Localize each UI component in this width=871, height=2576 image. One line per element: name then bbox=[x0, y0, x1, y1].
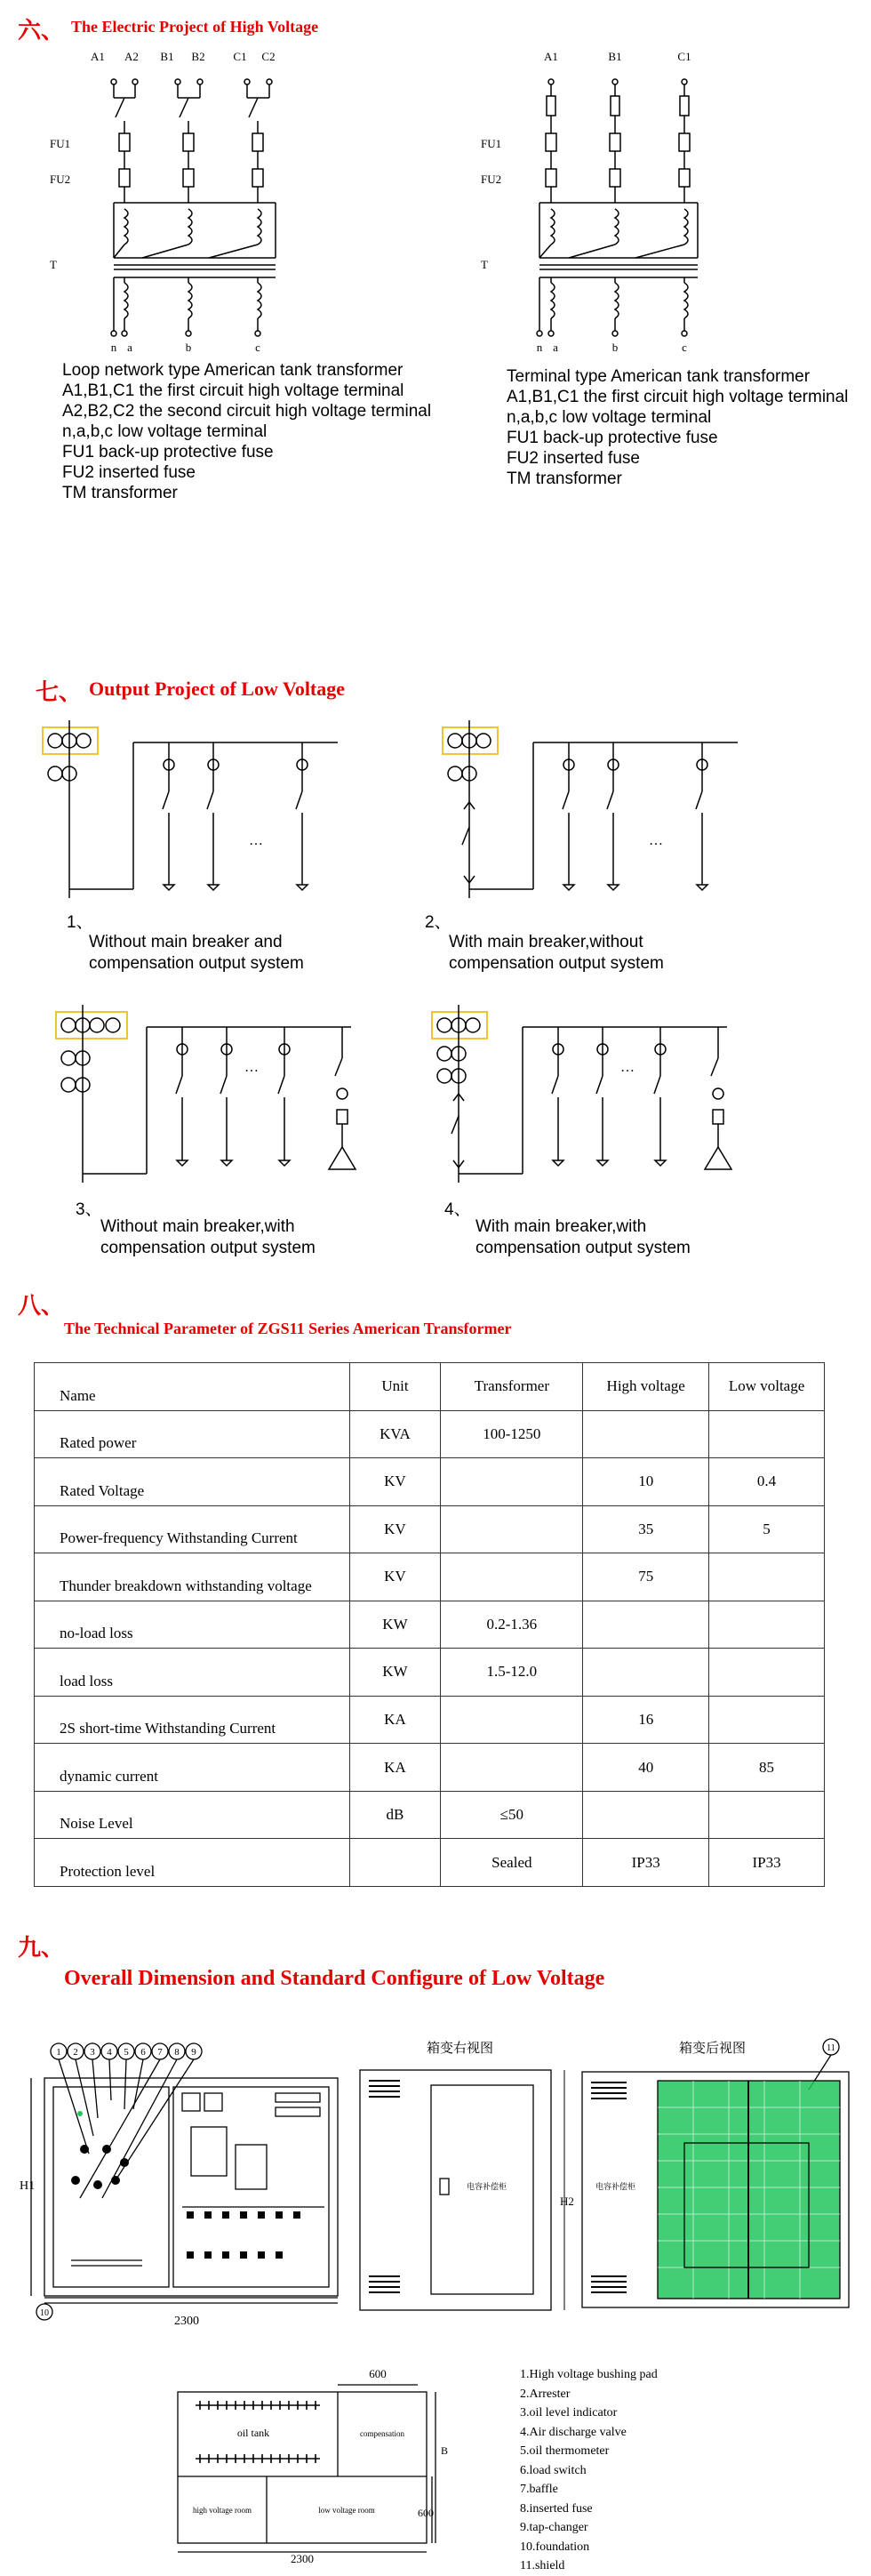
diagram-number: 4、 bbox=[444, 1200, 471, 1219]
svg-text:T: T bbox=[481, 258, 488, 271]
svg-text:电容补偿柜: 电容补偿柜 bbox=[467, 2183, 507, 2192]
svg-text:H2: H2 bbox=[560, 2195, 574, 2208]
svg-text:8: 8 bbox=[174, 2047, 180, 2058]
section6-number: 六、 bbox=[18, 18, 65, 44]
phase-b bbox=[175, 79, 203, 203]
table-row: dynamic current KA 40 85 bbox=[35, 1744, 825, 1792]
svg-text:6: 6 bbox=[140, 2047, 146, 2058]
table-row: 2S short-time Withstanding Current KA 16 bbox=[35, 1696, 825, 1744]
svg-text:high voltage room: high voltage room bbox=[193, 2506, 252, 2515]
svg-text:…: … bbox=[620, 1060, 635, 1075]
table-row: Rated power KVA 100-1250 bbox=[35, 1410, 825, 1458]
svg-text:2: 2 bbox=[73, 2047, 78, 2058]
diagram-4-caption: With main breaker,with compensation output system bbox=[475, 1217, 691, 1257]
svg-text:a: a bbox=[127, 341, 132, 354]
section8-title: The Technical Parameter of ZGS11 Series American Transformer bbox=[64, 1320, 512, 1337]
lv-diagram-4 bbox=[425, 1005, 763, 1187]
header-high-voltage: High voltage bbox=[583, 1363, 709, 1411]
lv-diagram-2 bbox=[436, 720, 773, 903]
svg-text:b: b bbox=[611, 341, 619, 354]
svg-text:b: b bbox=[185, 341, 192, 354]
terminal-type-description: Terminal type American tank transformer A1,B1,C1 the first circuit high voltage terminal n,a,b,c low voltage terminal FU1 back-up protective fuse FU2 inserted fuse TM transformer bbox=[507, 367, 849, 488]
front-view-drawing bbox=[20, 2038, 347, 2331]
svg-text:…: … bbox=[244, 1060, 259, 1075]
svg-text:n: n bbox=[110, 341, 117, 354]
svg-text:4: 4 bbox=[107, 2047, 112, 2058]
svg-text:600: 600 bbox=[418, 2507, 434, 2519]
svg-text:FU2: FU2 bbox=[481, 173, 502, 186]
table-row: Rated Voltage KV 10 0.4 bbox=[35, 1458, 825, 1506]
diagram-2-caption: With main breaker,without compensation output system bbox=[449, 933, 664, 973]
svg-text:FU2: FU2 bbox=[50, 173, 71, 186]
diagram-1-caption: Without main breaker and compensation output system bbox=[89, 933, 304, 973]
section7-title: Output Project of Low Voltage bbox=[89, 678, 346, 700]
header-unit: Unit bbox=[349, 1363, 441, 1411]
table-row: load loss KW 1.5-12.0 bbox=[35, 1649, 825, 1697]
section6-title: The Electric Project of High Voltage bbox=[71, 18, 319, 36]
diagram-number: 1、 bbox=[67, 913, 93, 932]
svg-text:c: c bbox=[255, 341, 260, 354]
svg-text:11: 11 bbox=[827, 2043, 835, 2053]
svg-text:FU1: FU1 bbox=[481, 137, 502, 150]
svg-text:10: 10 bbox=[40, 2308, 49, 2318]
phase-a bbox=[111, 79, 138, 203]
svg-text:9: 9 bbox=[191, 2047, 196, 2058]
lv-diagram-3 bbox=[49, 1005, 387, 1187]
svg-text:5: 5 bbox=[124, 2047, 129, 2058]
terminal-label: C2 bbox=[261, 50, 276, 63]
lv-diagram-1 bbox=[36, 720, 373, 903]
svg-text:…: … bbox=[249, 833, 263, 848]
svg-text:T: T bbox=[50, 258, 57, 271]
table-row: Power-frequency Withstanding Current KV 35 5 bbox=[35, 1505, 825, 1553]
terminal-label: B2 bbox=[191, 50, 205, 63]
table-row: Thunder breakdown withstanding voltage KV 75 bbox=[35, 1553, 825, 1601]
svg-text:a: a bbox=[553, 341, 558, 354]
phase-c bbox=[244, 79, 272, 203]
terminal-label: A1 bbox=[91, 50, 105, 63]
svg-text:2300: 2300 bbox=[174, 2315, 199, 2328]
svg-text:3: 3 bbox=[90, 2047, 95, 2058]
table-row: no-load loss KW 0.2-1.36 bbox=[35, 1601, 825, 1649]
table-row: Noise Level dB ≤50 bbox=[35, 1791, 825, 1839]
svg-text:FU1: FU1 bbox=[50, 137, 71, 150]
header-name: Name bbox=[35, 1363, 350, 1411]
svg-text:7: 7 bbox=[157, 2047, 163, 2058]
section9-number: 九、 bbox=[18, 1935, 65, 1961]
loop-network-description: Loop network type American tank transformer A1,B1,C1 the first circuit high voltage terminal A2,B2,C2 the second circuit high voltage terminal n,a,b,c low voltage terminal FU1 back-up protective fuse FU2 inserted fuse TM transformer bbox=[62, 361, 432, 502]
svg-text:2300: 2300 bbox=[291, 2552, 314, 2565]
svg-text:H1: H1 bbox=[20, 2179, 36, 2193]
svg-text:A1: A1 bbox=[544, 50, 558, 63]
diagram-number: 2、 bbox=[425, 913, 451, 932]
svg-text:compensation: compensation bbox=[360, 2429, 404, 2438]
svg-text:oil tank: oil tank bbox=[236, 2427, 270, 2439]
svg-text:C1: C1 bbox=[677, 50, 691, 63]
svg-text:1: 1 bbox=[56, 2047, 61, 2058]
diagram-number: 3、 bbox=[76, 1200, 102, 1219]
right-view-drawing bbox=[356, 2063, 574, 2330]
plan-view-drawing bbox=[169, 2365, 471, 2565]
header-low-voltage: Low voltage bbox=[709, 1363, 825, 1411]
component-legend: 1.High voltage bushing pad 2.Arrester 3.oil level indicator 4.Air discharge valve 5.oil thermometer 6.load switch 7.baffle 8.inserted fuse 9.tap-changer 10.foundation 11.shield bbox=[520, 2368, 658, 2572]
terminal-label: B1 bbox=[160, 50, 174, 63]
loop-network-hv-diagram bbox=[50, 44, 320, 365]
section8-number: 八、 bbox=[18, 1293, 65, 1319]
rear-view-drawing bbox=[578, 2036, 862, 2330]
svg-text:n: n bbox=[536, 341, 543, 354]
rear-view-title: 箱变后视图 bbox=[679, 2040, 747, 2056]
svg-text:B: B bbox=[441, 2444, 449, 2457]
section9-title: Overall Dimension and Standard Configure of Low Voltage bbox=[64, 1967, 605, 1990]
technical-parameter-table bbox=[34, 1362, 825, 1887]
terminal-type-hv-diagram bbox=[481, 44, 751, 365]
terminal-label: A2 bbox=[124, 50, 139, 63]
svg-text:600: 600 bbox=[369, 2367, 387, 2380]
table-row: Protection level Sealed IP33 IP33 bbox=[35, 1839, 825, 1887]
svg-text:B1: B1 bbox=[608, 50, 622, 63]
header-transformer: Transformer bbox=[441, 1363, 583, 1411]
terminal-label: C1 bbox=[233, 50, 247, 63]
svg-text:c: c bbox=[682, 341, 687, 354]
right-view-title: 箱变右视图 bbox=[427, 2040, 494, 2056]
section7-number: 七、 bbox=[36, 679, 83, 705]
svg-text:…: … bbox=[649, 833, 663, 848]
svg-text:low voltage room: low voltage room bbox=[318, 2506, 375, 2515]
table-header-row bbox=[35, 1363, 825, 1411]
svg-text:电容补偿柜: 电容补偿柜 bbox=[595, 2183, 636, 2192]
diagram-3-caption: Without main breaker,with compensation output system bbox=[100, 1217, 316, 1257]
